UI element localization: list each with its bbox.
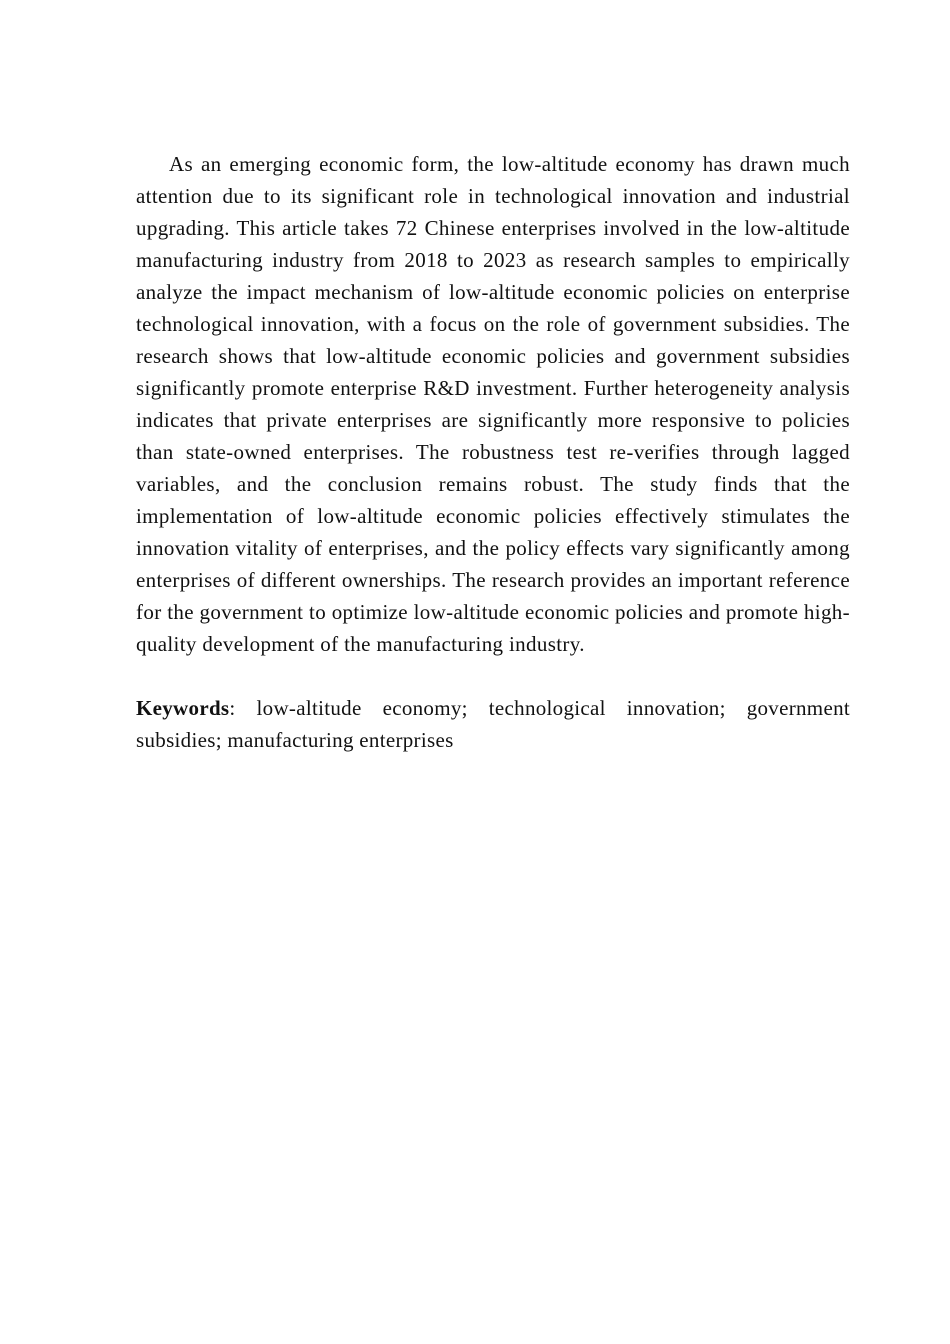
abstract-paragraph: As an emerging economic form, the low-altitude economy has drawn much attention due to its significant role in technological innovation and industrial upgrading. This article takes 72 Chinese enterprises involved in the low-altitude manufacturing industry from 2018 to 2023 as research samples to empirically analyze the impact mechanism of low-altitude economic policies on enterprise technological innovation, with a focus on the role of government subsidies. The research shows that low-altitude economic policies and government subsidies significantly promote enterprise R&D investment. Further heterogeneity analysis indicates that private enterprises are significantly more responsive to policies than state-owned enterprises. The robustness test re-verifies through lagged variables, and the conclusion remains robust. The study finds that the implementation of low-altitude economic policies effectively stimulates the innovation vitality of enterprises, and the policy effects vary significantly among enterprises of different ownerships. The research provides an important reference for the government to optimize low-altitude economic policies and promote high-quality development of the manufacturing industry. (136, 152, 850, 656)
page-content (136, 148, 850, 756)
keywords-line (136, 692, 850, 756)
keywords-label: Keywords (136, 696, 230, 720)
keywords-text: low-altitude economy; technological innovation; government subsidies; manufacturing enterprises (136, 696, 850, 752)
keywords-separator: : (229, 696, 257, 720)
